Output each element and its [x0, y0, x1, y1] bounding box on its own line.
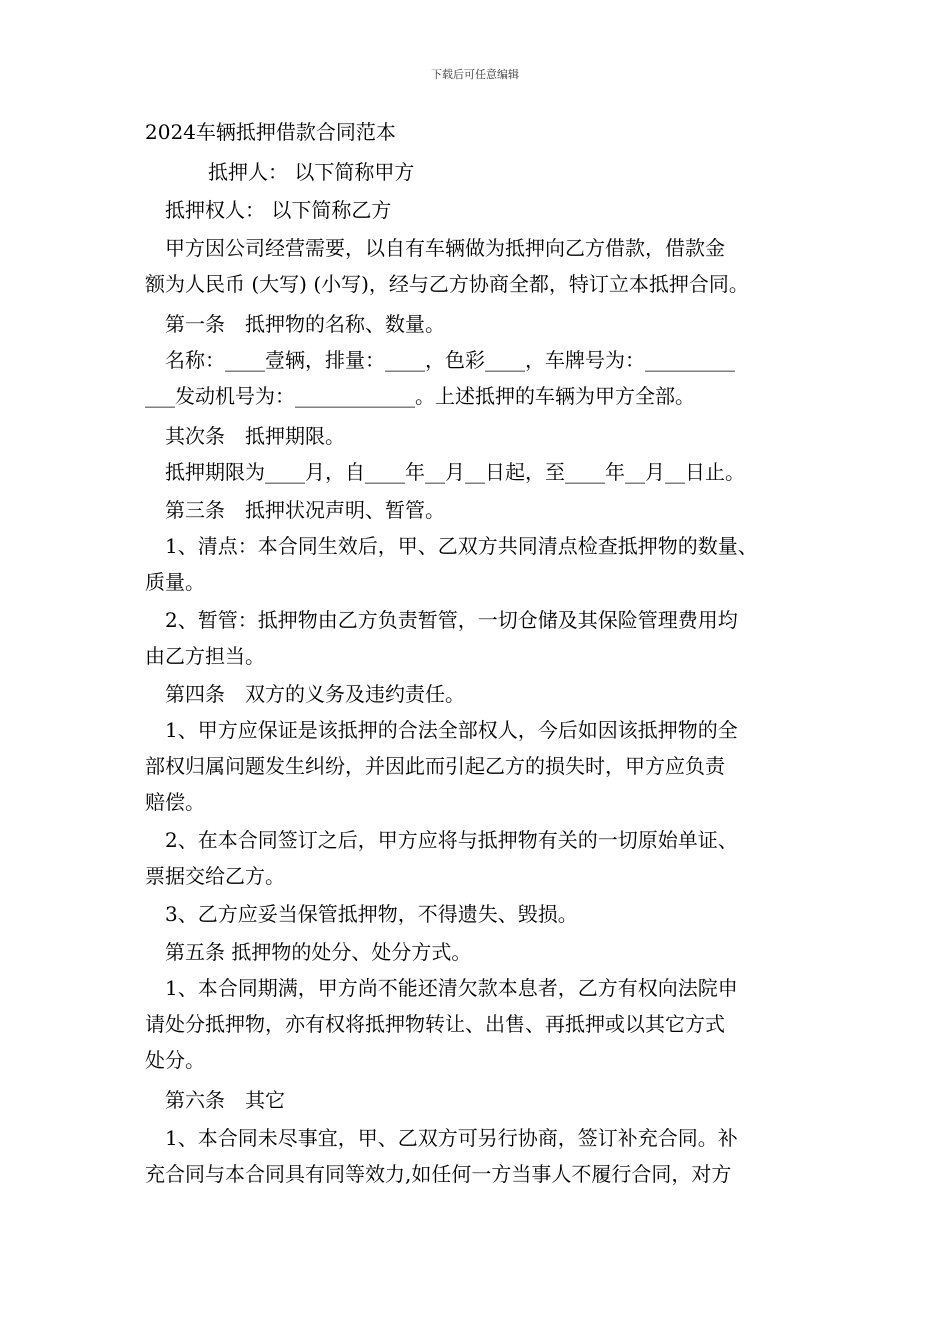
document-title: 2024车辆抵押借款合同范本 [145, 120, 396, 144]
paragraph-line: 额为人民币 (大写) (小写)，经与乙方协商全都，特订立本抵押合同。 [145, 272, 749, 296]
paragraph-line: 票据交给乙方。 [145, 864, 285, 888]
paragraph-line: 处分。 [145, 1048, 205, 1072]
paragraph-line: 1、甲方应保证是该抵押的合法全部权人，今后如因该抵押物的全 [165, 718, 738, 742]
article-heading: 第三条 抵押状况声明、暂管。 [165, 498, 445, 522]
paragraph-line: 2、暂管：抵押物由乙方负责暂管，一切仓储及其保险管理费用均 [165, 608, 738, 632]
paragraph-line: 抵押期限为____月，自____年__月__日起，至____年__月__日止。 [165, 460, 745, 484]
paragraph-line: 3、乙方应妥当保管抵押物，不得遗失、毁损。 [165, 902, 578, 926]
paragraph-line: 充合同与本合同具有同等效力,如任何一方当事人不履行合同，对方 [145, 1162, 732, 1186]
line-mortgagor: 抵押人： 以下简称甲方 [208, 160, 415, 184]
paragraph-line: 赔偿。 [145, 790, 205, 814]
article-heading: 第四条 双方的义务及违约责任。 [165, 682, 465, 706]
article-heading: 其次条 抵押期限。 [165, 424, 345, 448]
paragraph-line: 部权归属问题发生纠纷，并因此而引起乙方的损失时，甲方应负责 [145, 754, 725, 778]
paragraph-line: ___发动机号为：____________。上述抵押的车辆为甲方全部。 [145, 384, 695, 408]
paragraph-line: 由乙方担当。 [145, 644, 265, 668]
article-heading: 第六条 其它 [165, 1088, 285, 1112]
paragraph-line: 质量。 [145, 570, 205, 594]
header-note: 下载后可任意编辑 [431, 68, 519, 81]
paragraph-line: 1、本合同未尽事宜，甲、乙双方可另行协商，签订补充合同。补 [165, 1126, 738, 1150]
line-mortgagee: 抵押权人： 以下简称乙方 [165, 198, 392, 222]
paragraph-line: 请处分抵押物，亦有权将抵押物转让、出售、再抵押或以其它方式 [145, 1012, 725, 1036]
paragraph-line: 1、清点：本合同生效后，甲、乙双方共同清点检查抵押物的数量、 [165, 534, 758, 558]
paragraph-line: 2、在本合同签订之后，甲方应将与抵押物有关的一切原始单证、 [165, 828, 738, 852]
article-heading: 第五条 抵押物的处分、处分方式。 [165, 940, 472, 964]
article-heading: 第一条 抵押物的名称、数量。 [165, 312, 445, 336]
paragraph-line: 甲方因公司经营需要，以自有车辆做为抵押向乙方借款，借款金 [165, 236, 725, 260]
paragraph-line: 名称：____壹辆，排量：____，色彩____，车牌号为：_________ [165, 348, 735, 372]
paragraph-line: 1、本合同期满，甲方尚不能还清欠款本息者，乙方有权向法院申 [165, 976, 738, 1000]
